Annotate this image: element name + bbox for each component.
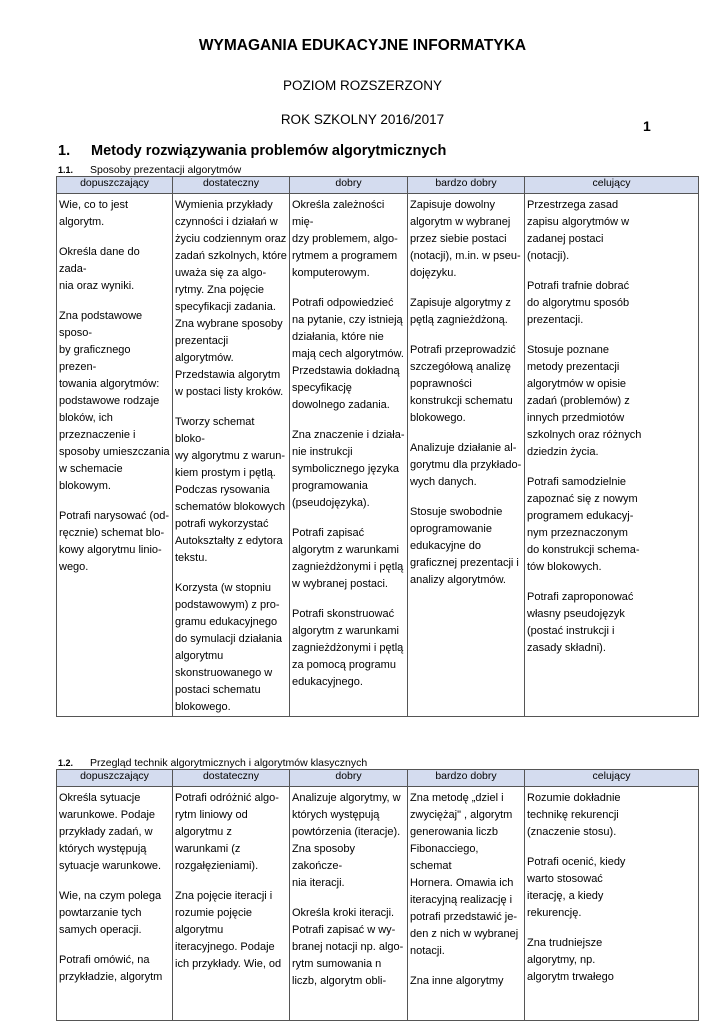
requirement-paragraph: Potrafi narysować (od- ręcznie) schemat blo- kowy algorytmu linio- wego. xyxy=(59,510,170,573)
section-number: 1. xyxy=(58,143,71,159)
requirement-paragraph: Potrafi przeprowadzić szczegółową analizę poprawności konstrukcji schematu blokowego. xyxy=(410,344,516,424)
grade-cell-dobry xyxy=(290,194,408,717)
requirement-paragraph: Potrafi samodzielnie zapoznać się z nowym programem edukacyj- nym przeznaczonym do konstrukcji schema- tów blokowych. xyxy=(527,476,640,573)
requirement-paragraph: Wymienia przykłady czynności i działań w życiu codziennym oraz zadań szkolnych, które uważa się za algo- rytmy. Zna pojęcie specyfikacji zadania. Zna wybrane sposoby prezentacji algorytmów. Przedstawia algorytm w postaci listy kroków. xyxy=(175,199,287,398)
requirement-paragraph: Zna metodę „dziel i zwyciężaj" , algorytm generowania liczb Fibonacciego, schemat Hornera. Omawia ich iteracyjną realizację i potrafi przedstawić je- den z nich w wybranej notacji. xyxy=(410,792,519,957)
requirements-table-2 xyxy=(56,769,699,1021)
document-level: POZIOM ROZSZERZONY xyxy=(282,78,442,93)
requirement-paragraph: Określa zależności mię- dzy problemem, algo- rytmem a programem komputerowym. xyxy=(292,199,398,279)
column-header: dobry xyxy=(290,177,408,194)
requirement-paragraph: Zna inne algorytmy xyxy=(410,975,504,987)
requirement-paragraph: Rozumie dokładnie technikę rekurencji (znaczenie stosu). xyxy=(527,792,621,838)
requirement-paragraph: Określa sytuacje warunkowe. Podaje przykłady zadań, w których występują sytuacje warunkowe. xyxy=(59,792,162,872)
requirement-paragraph: Analizuje działanie al- gorytmu dla przykłado- wych danych. xyxy=(410,442,522,488)
subsection-number: 1.1. xyxy=(58,165,74,175)
grade-cell-dostateczny xyxy=(173,194,290,717)
subsection-title: Przegląd technik algorytmicznych i algorytmów klasycznych xyxy=(90,757,368,769)
subsection-heading-2 xyxy=(58,757,367,769)
table-header-row xyxy=(57,177,699,194)
column-header: dostateczny xyxy=(173,770,290,787)
requirement-paragraph: Zna trudniejsze algorytmy, np. algorytm trwałego xyxy=(527,937,614,983)
requirement-paragraph: Stosuje swobodnie oprogramowanie edukacyjne do graficznej prezentacji i analizy algorytmów. xyxy=(410,506,519,586)
requirement-paragraph: Potrafi odróżnić algo- rytm liniowy od algorytmu z warunkami (z rozgałęzieniami). xyxy=(175,792,279,872)
grade-cell-celujacy xyxy=(525,787,699,1021)
requirement-paragraph: Tworzy schemat bloko- wy algorytmu z warun- kiem prostym i pętlą. Podczas rysowania schematów blokowych potrafi wykorzystać Autokształty z edytora tekstu. xyxy=(175,416,286,564)
requirement-paragraph: Wie, co to jest algorytm. xyxy=(59,199,129,228)
table-row xyxy=(57,787,699,1021)
requirement-paragraph: Zna znaczenie i działa- nie instrukcji symbolicznego języka programowania (pseudojęzyka). xyxy=(292,429,405,509)
column-header: celujący xyxy=(525,177,699,194)
requirement-paragraph: Zna pojęcie iteracji i rozumie pojęcie algorytmu iteracyjnego. Podaje ich przykłady. Wie, od xyxy=(175,890,282,970)
grade-cell-dostateczny xyxy=(173,787,290,1021)
requirement-paragraph: Potrafi trafnie dobrać do algorytmu sposób prezentacji. xyxy=(527,280,630,326)
subsection-heading-1 xyxy=(58,164,241,176)
requirement-paragraph: Potrafi zapisać algorytm z warunkami zagnieżdżonymi i pętlą w wybranej postaci. xyxy=(292,527,404,590)
requirement-paragraph: Potrafi ocenić, kiedy warto stosować iterację, a kiedy rekurencję. xyxy=(527,856,626,919)
school-year: ROK SZKOLNY 2016/2017 xyxy=(280,112,445,127)
column-header: bardzo dobry xyxy=(408,177,525,194)
requirement-paragraph: Potrafi zaproponować własny pseudojęzyk (postać instrukcji i zasady składni). xyxy=(527,591,634,654)
grade-cell-dopuszczajacy xyxy=(57,194,173,717)
column-header: dostateczny xyxy=(173,177,290,194)
table-row xyxy=(57,194,699,717)
requirement-paragraph: Potrafi skonstruować algorytm z warunkami zagnieżdżonymi i pętlą za pomocą programu edukacyjnego. xyxy=(292,608,404,688)
grade-cell-dopuszczajacy xyxy=(57,787,173,1021)
requirement-paragraph: Analizuje algorytmy, w których występują powtórzenia (iteracje). Zna sposoby zakończe- nia iteracji. xyxy=(292,792,401,889)
grade-cell-bardzo-dobry xyxy=(408,194,525,717)
grade-cell-dobry xyxy=(290,787,408,1021)
requirement-paragraph: Potrafi omówić, na przykładzie, algorytm xyxy=(59,954,163,983)
requirement-paragraph: Stosuje poznane metody prezentacji algorytmów w opisie zadań (problemów) z innych przedmiotów szkolnych oraz różnych dziedzin życia. xyxy=(527,344,642,458)
column-header: dopuszczający xyxy=(57,177,173,194)
requirement-paragraph: Określa dane do zada- nia oraz wyniki. xyxy=(59,246,140,292)
grade-cell-bardzo-dobry xyxy=(408,787,525,1021)
table-header-row xyxy=(57,770,699,787)
column-header: bardzo dobry xyxy=(408,770,525,787)
requirement-paragraph: Zapisuje dowolny algorytm w wybranej przez siebie postaci (notacji), m.in. w pseu- dojęzyku. xyxy=(410,199,521,279)
grade-cell-celujacy xyxy=(525,194,699,717)
section-heading xyxy=(58,143,446,159)
requirement-paragraph: Określa kroki iteracji. Potrafi zapisać w wy- branej notacji np. algo- rytm sumowania n liczb, algorytm obli- xyxy=(292,907,404,987)
subsection-number: 1.2. xyxy=(58,758,74,768)
requirement-paragraph: Wie, na czym polega powtarzanie tych samych operacji. xyxy=(59,890,162,936)
column-header: dopuszczający xyxy=(57,770,173,787)
requirement-paragraph: Przestrzega zasad zapisu algorytmów w zadanej postaci (notacji). xyxy=(527,199,630,262)
page-number: 1 xyxy=(643,118,651,134)
column-header: dobry xyxy=(290,770,408,787)
requirement-paragraph: Potrafi odpowiedzieć na pytanie, czy istnieją działania, które nie mają cech algorytmów. Przedstawia dokładną specyfikację dowolnego zadania. xyxy=(292,297,404,411)
requirement-paragraph: Korzysta (w stopniu podstawowym) z pro- gramu edukacyjnego do symulacji działania algorytmu skonstruowanego w postaci schematu blokowego. xyxy=(175,582,282,713)
subsection-title: Sposoby prezentacji algorytmów xyxy=(90,164,242,176)
requirements-table-1 xyxy=(56,176,699,717)
requirement-paragraph: Zapisuje algorytmy z pętlą zagnieżdżoną. xyxy=(410,297,511,326)
document-title: WYMAGANIA EDUKACYJNE INFORMATYKA xyxy=(198,37,527,54)
column-header: celujący xyxy=(525,770,699,787)
section-title: Metody rozwiązywania problemów algorytmicznych xyxy=(91,143,447,159)
requirement-paragraph: Zna podstawowe sposo- by graficznego prezen- towania algorytmów: podstawowe rodzaje bloków, ich przeznaczenie i sposoby umieszczania w schemacie blokowym. xyxy=(59,310,170,492)
